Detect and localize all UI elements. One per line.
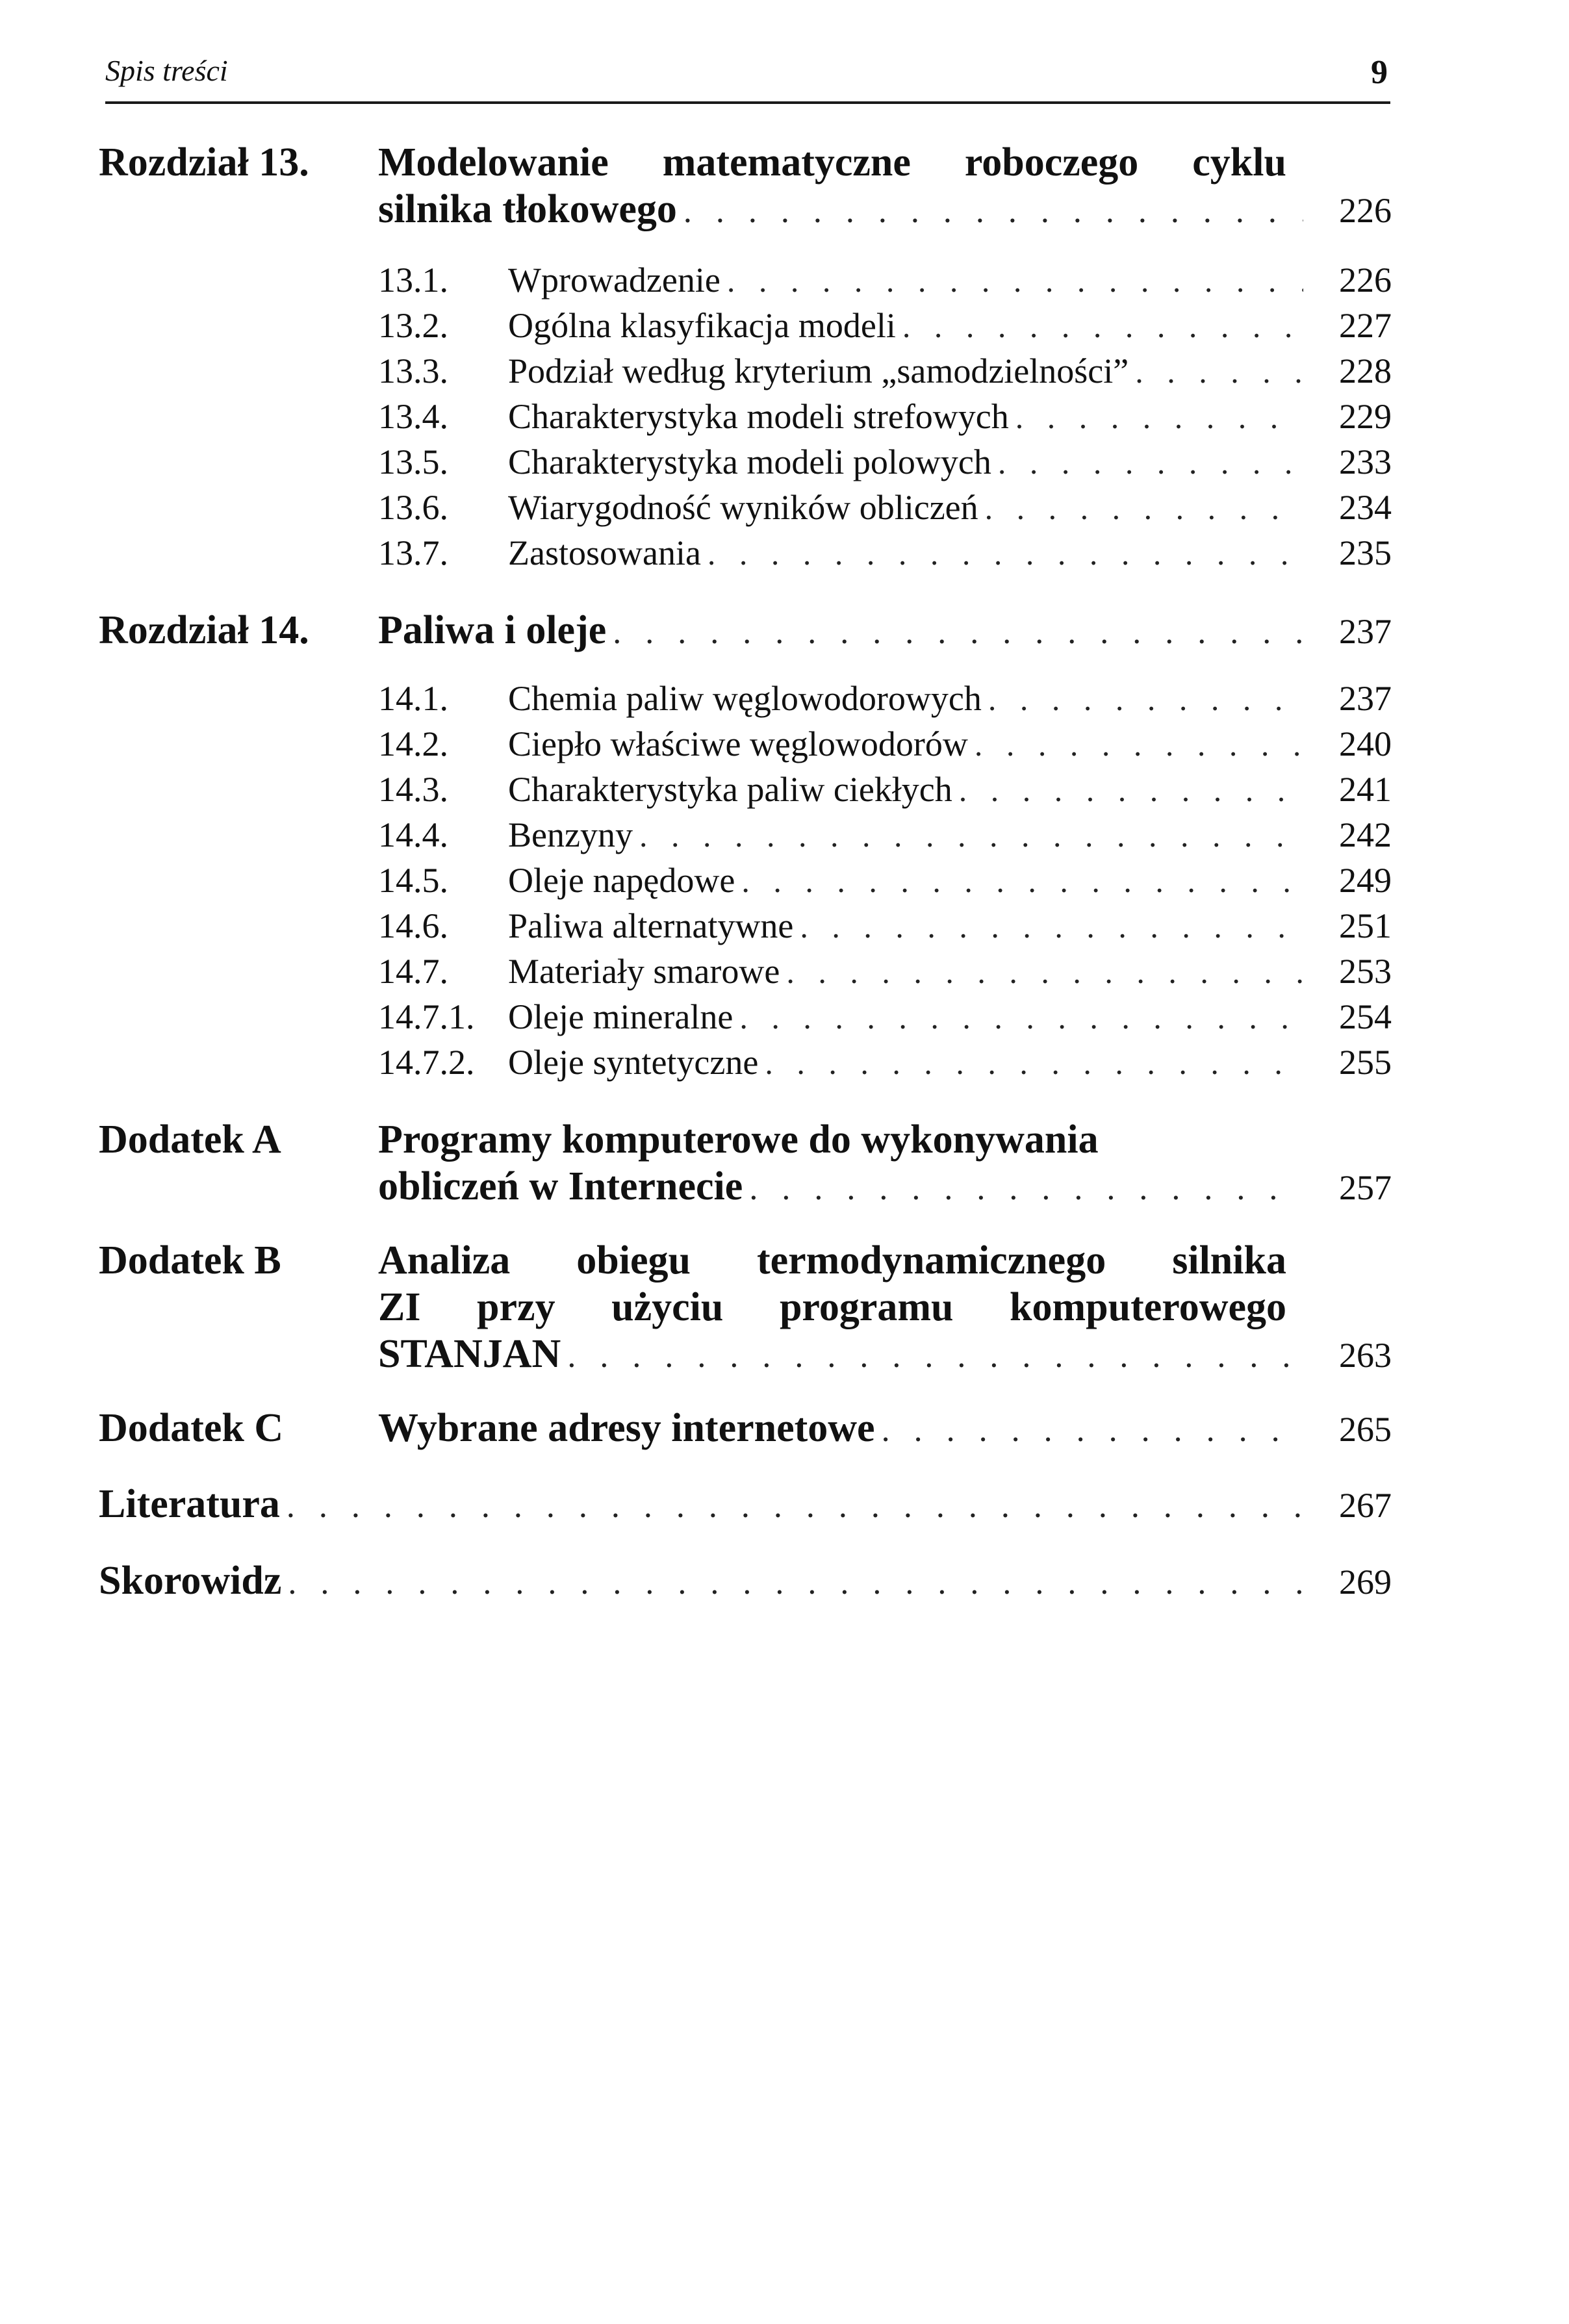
appendix-title [378,1116,1392,1210]
page-number: 255 [1339,1043,1392,1082]
page-number: 228 [1339,351,1392,390]
chapter-title-leader-row [378,607,1392,654]
section-title: Charakterystyka modeli polowych [508,442,991,481]
page-number: 253 [1339,952,1392,991]
page-number: 251 [1339,906,1392,945]
toc-section[interactable] [378,485,1392,530]
appendix-title-line: Programy komputerowe do wykonywania [378,1117,1099,1162]
section-title: Charakterystyka modeli strefowych [508,397,1009,436]
page-number: 267 [1339,1486,1392,1525]
dot-leader [701,531,1303,576]
section-title: Paliwa alternatywne [508,906,794,945]
toc-section[interactable] [378,530,1392,576]
page-number: 237 [1339,612,1392,651]
dot-leader [280,1487,1303,1526]
chapter-title-line: Modelowanie matematyczne roboczego cyklu [378,140,1286,185]
dot-leader [733,995,1303,1040]
appendix-title-line: obliczeń w Internecie [378,1164,743,1208]
chapter-title-line: silnika tłokowego [378,187,677,231]
dot-leader [875,1407,1303,1454]
section-title: Oleje napędowe [508,861,735,900]
section-number: 13.7. [378,533,448,572]
toc-section[interactable] [378,257,1392,303]
appendix-title [378,1405,1392,1451]
appendix-title-leader-row [378,1331,1392,1377]
section-number: 13.4. [378,397,448,436]
section-title: Benzyny [508,815,633,854]
section-title: Ogólna klasyfikacja modeli [508,306,896,345]
back-matter-title: Literatura [99,1482,280,1526]
dot-leader [793,904,1303,949]
section-number: 13.6. [378,488,448,527]
toc-section[interactable] [378,348,1392,394]
appendix-title-line: Analiza obiegu termodynamicznego silnika [378,1238,1286,1283]
section-title: Oleje syntetyczne [508,1043,759,1082]
page-number: 229 [1339,397,1392,436]
dot-leader [758,1040,1303,1086]
appendix-title-leader-row [378,1405,1392,1451]
dot-leader [780,949,1303,995]
dot-leader [1009,394,1303,440]
section-title: Chemia paliw węglowodorowych [508,679,982,718]
dot-leader [952,767,1303,813]
appendix-title-leader-row [378,1163,1392,1210]
section-number: 13.5. [378,442,448,481]
toc-section[interactable] [378,439,1392,485]
toc-skorowidz[interactable] [99,1558,1392,1607]
appendix-label: Dodatek C [99,1406,284,1450]
section-title: Ciepło właściwe węglowodorów [508,724,968,763]
section-number: 14.5. [378,861,448,900]
section-number: 14.6. [378,906,448,945]
chapter-title [378,607,1392,654]
section-number: 14.3. [378,770,448,809]
dot-leader [896,303,1303,349]
page-number: 263 [1339,1336,1392,1375]
dot-leader [982,676,1303,722]
section-number: 14.1. [378,679,448,718]
chapter-label: Rozdział 13. [99,140,309,185]
page-number: 233 [1339,442,1392,481]
dot-leader [968,722,1303,767]
toc-literatura[interactable] [99,1481,1392,1531]
dot-leader [721,258,1303,303]
section-title: Zastosowania [508,533,701,572]
page-number: 237 [1339,679,1392,718]
section-title: Oleje mineralne [508,997,733,1036]
section-number: 14.4. [378,815,448,854]
running-header [105,44,1390,104]
section-title: Podział według kryterium „samodzielności” [508,351,1129,390]
appendix-title-line: STANJAN [378,1332,561,1376]
section-title: Wiarygodność wyników obliczeń [508,488,978,527]
dot-leader [991,440,1303,485]
toc-section[interactable] [378,721,1392,767]
dot-leader [561,1333,1303,1380]
page-number: 241 [1339,770,1392,809]
toc-section[interactable] [378,767,1392,812]
toc-section[interactable] [378,676,1392,721]
section-number: 13.3. [378,351,448,390]
page-number: 257 [1339,1168,1392,1207]
appendix-label: Dodatek B [99,1238,281,1283]
dot-leader [1129,349,1303,394]
page-number: 226 [1339,261,1392,300]
toc-section[interactable] [378,858,1392,903]
section-number: 14.7.2. [378,1043,475,1082]
chapter-title [378,139,1392,233]
header-page-number: 9 [1371,54,1388,91]
section-number: 14.7.1. [378,997,475,1036]
page-number: 242 [1339,815,1392,854]
appendix-title [378,1237,1392,1377]
section-number: 14.7. [378,952,448,991]
section-number: 13.2. [378,306,448,345]
toc-section[interactable] [378,994,1392,1040]
chapter-label: Rozdział 14. [99,608,309,652]
section-number: 13.1. [378,261,448,300]
toc-section[interactable] [378,1040,1392,1085]
section-title: Materiały smarowe [508,952,780,991]
toc-section[interactable] [378,903,1392,949]
appendix-title-line: ZI przy użyciu programu komputerowego [378,1285,1286,1329]
back-matter-title: Skorowidz [99,1559,282,1603]
page-number: 265 [1339,1410,1392,1449]
dot-leader [606,609,1303,656]
page-number: 227 [1339,306,1392,345]
page-number: 249 [1339,861,1392,900]
dot-leader [633,813,1303,858]
page-number: 254 [1339,997,1392,1036]
toc-section[interactable] [378,303,1392,348]
page-number: 226 [1339,191,1392,230]
header-title: Spis treści [105,54,228,87]
dot-leader [735,858,1303,904]
dot-leader [281,1564,1303,1602]
page-number: 240 [1339,724,1392,763]
chapter-title-leader-row [378,186,1392,233]
section-title: Charakterystyka paliw ciekłych [508,770,952,809]
page-number: 269 [1339,1563,1392,1602]
page-number: 235 [1339,533,1392,572]
dot-leader [743,1166,1303,1212]
appendix-label: Dodatek A [99,1117,281,1162]
appendix-title-line: Wybrane adresy internetowe [378,1406,875,1450]
dot-leader [677,188,1303,235]
toc-section[interactable] [378,812,1392,858]
dot-leader [978,485,1303,531]
toc-section[interactable] [378,394,1392,439]
section-number: 14.2. [378,724,448,763]
chapter-title-line: Paliwa i oleje [378,608,607,652]
section-title: Wprowadzenie [508,261,721,300]
page-number: 234 [1339,488,1392,527]
toc-section[interactable] [378,949,1392,994]
